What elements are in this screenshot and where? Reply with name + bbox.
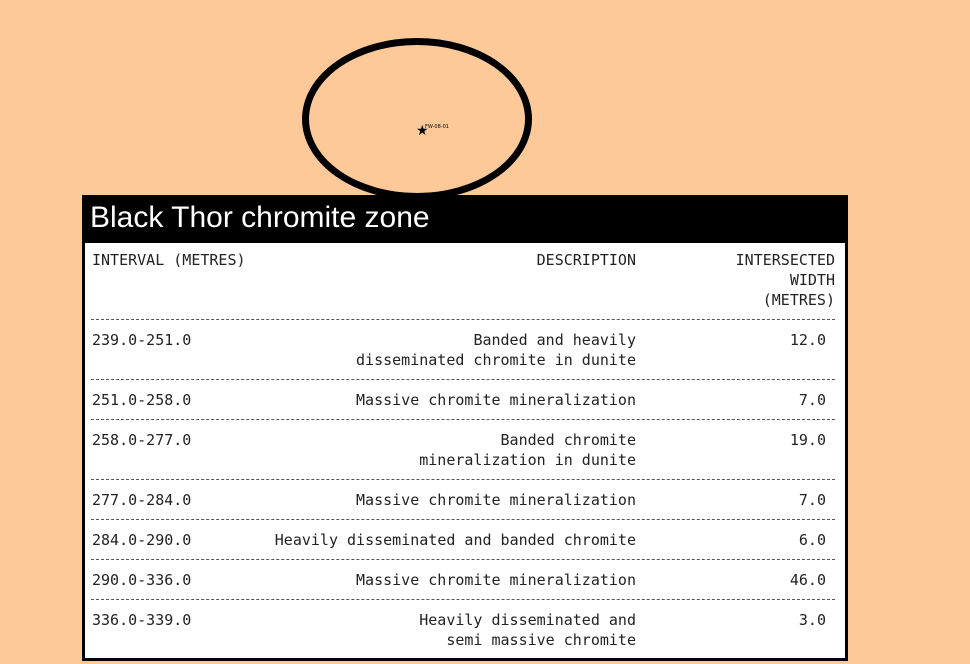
page-title: Black Thor chromite zone — [82, 195, 848, 243]
table-divider — [91, 479, 835, 480]
row-interval: 239.0-251.0 — [92, 331, 192, 349]
row-description: Massive chromite mineralization — [356, 391, 636, 409]
map-ellipse — [302, 38, 532, 200]
row-width: 12.0 — [789, 331, 826, 349]
header-width-line-3: (METRES) — [762, 291, 835, 309]
drillhole-star-icon: ★ — [416, 123, 429, 139]
table-divider — [91, 519, 835, 520]
table-divider — [91, 319, 835, 320]
row-interval: 251.0-258.0 — [92, 391, 192, 409]
row-interval: 284.0-290.0 — [92, 531, 192, 549]
drillhole-label: FW-08-01 — [425, 124, 449, 130]
row-width: 19.0 — [789, 431, 826, 449]
row-description: Banded chromite — [500, 431, 636, 449]
row-description: Heavily disseminated and banded chromite — [274, 531, 636, 549]
row-description: Massive chromite mineralization — [356, 491, 636, 509]
row-width: 46.0 — [789, 571, 826, 589]
row-description: disseminated chromite in dunite — [356, 351, 636, 369]
row-interval: 277.0-284.0 — [92, 491, 192, 509]
row-interval: 290.0-336.0 — [92, 571, 192, 589]
header-width-line-1: INTERSECTED — [735, 251, 835, 269]
row-width: 3.0 — [798, 611, 826, 629]
table-divider — [91, 419, 835, 420]
row-description: semi massive chromite — [446, 631, 636, 649]
table-divider — [91, 559, 835, 560]
table-divider — [91, 379, 835, 380]
row-description: mineralization in dunite — [419, 451, 636, 469]
header-interval: INTERVAL (METRES) — [92, 251, 246, 269]
row-interval: 336.0-339.0 — [92, 611, 192, 629]
intersection-table — [82, 243, 848, 661]
table-divider — [91, 599, 835, 600]
header-width-line-2: WIDTH — [789, 271, 835, 289]
row-description: Heavily disseminated and — [419, 611, 636, 629]
row-width: 7.0 — [798, 391, 826, 409]
row-width: 6.0 — [798, 531, 826, 549]
row-width: 7.0 — [798, 491, 826, 509]
row-interval: 258.0-277.0 — [92, 431, 192, 449]
row-description: Massive chromite mineralization — [356, 571, 636, 589]
header-description: DESCRIPTION — [536, 251, 636, 269]
row-description: Banded and heavily — [473, 331, 636, 349]
